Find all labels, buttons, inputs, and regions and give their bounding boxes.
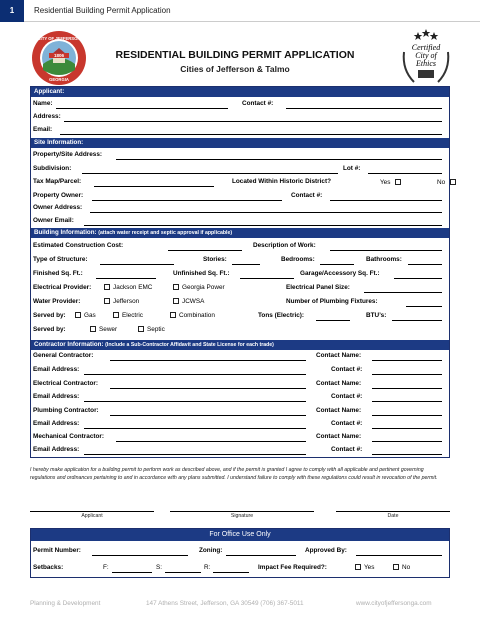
structure-type-field[interactable] [100, 264, 174, 265]
plumbing-contact-no-field[interactable] [372, 428, 442, 429]
structure-type-label: Type of Structure: [33, 256, 88, 263]
garage-sqft-label: Garage/Accessory Sq. Ft.: [300, 270, 380, 277]
description-label: Description of Work: [253, 242, 316, 249]
georgia-power-checkbox[interactable] [173, 284, 179, 290]
general-email-field[interactable] [84, 374, 306, 375]
plumbing-fixtures-field[interactable] [406, 306, 442, 307]
agreement-disclaimer: I hereby make application for a building permit to perform work as described above, and if the permit is granted I agree to comply with all applicable and pertinent governing regulations and ordinances pertaining to and in accordance with any plans submitted. I understand failure to comply with these regulations could result in revocation of the permit. [30, 467, 438, 481]
jefferson-water-option[interactable] [104, 298, 139, 306]
applicant-caption: Applicant [81, 513, 103, 519]
general-contact-name-label: Contact Name: [316, 352, 362, 359]
site-section-header [31, 138, 449, 148]
signature-caption: Signature [230, 513, 254, 519]
permit-number-label: Permit Number: [33, 547, 81, 554]
date-caption: Date [387, 513, 399, 519]
footer-department: Planning & Development [30, 600, 101, 607]
septic-option[interactable] [138, 326, 165, 334]
jackson-emc-label: Jackson EMC [113, 284, 153, 291]
building-section-header [31, 228, 449, 238]
lot-label: Lot #: [343, 165, 361, 172]
garage-sqft-field[interactable] [394, 278, 442, 279]
electric-checkbox[interactable] [113, 312, 119, 318]
subdivision-field[interactable] [82, 173, 338, 174]
zoning-label: Zoning: [199, 547, 223, 554]
historic-no-label: No [437, 179, 446, 186]
owner-address-field[interactable] [90, 212, 442, 213]
historic-yes-checkbox[interactable] [395, 179, 401, 185]
setback-r-label: R: [204, 564, 211, 571]
mechanical-contractor-label: Mechanical Contractor: [33, 433, 105, 440]
jefferson-water-checkbox[interactable] [104, 298, 110, 304]
building-header-note: (attach water receipt and septic approval if applicable) [98, 230, 233, 236]
electrical-contact-no-label: Contact #: [331, 393, 363, 400]
electric-option[interactable] [113, 312, 143, 320]
impact-fee-no-checkbox[interactable] [393, 564, 399, 570]
top-tab-bar [0, 0, 480, 22]
stories-label: Stories: [203, 256, 227, 263]
general-contact-no-field[interactable] [372, 374, 442, 375]
setback-f-field[interactable] [112, 572, 152, 573]
finished-sqft-field[interactable] [96, 278, 156, 279]
construction-cost-field[interactable] [168, 250, 242, 251]
date-line[interactable] [336, 511, 450, 512]
ethics-line-2: City of [415, 51, 437, 60]
panel-size-field[interactable] [364, 292, 442, 293]
electrical-contractor-field[interactable] [110, 388, 306, 389]
property-address-label: Property/Site Address: [33, 151, 103, 158]
plumbing-contractor-field[interactable] [110, 415, 306, 416]
gas-checkbox[interactable] [75, 312, 81, 318]
contractor-header-note: (Include a Sub-Contractor Affidavit and State License for each trade) [105, 342, 274, 348]
plumbing-contact-no-label: Contact #: [331, 420, 363, 427]
tax-map-field[interactable] [94, 186, 214, 187]
permit-number-field[interactable] [92, 555, 188, 556]
property-owner-field[interactable] [92, 200, 282, 201]
mechanical-contact-name-label: Contact Name: [316, 433, 362, 440]
impact-fee-label: Impact Fee Required?: [258, 564, 327, 571]
historic-yes-label: Yes [380, 179, 391, 186]
lot-field[interactable] [368, 173, 442, 174]
tab-title: Residential Building Permit Application [34, 6, 171, 15]
mechanical-contact-no-label: Contact #: [331, 446, 363, 453]
document-subtitle: Cities of Jefferson & Talmo [180, 64, 290, 74]
electrical-contact-no-field[interactable] [372, 401, 442, 402]
office-use-header: For Office Use Only [31, 529, 449, 541]
description-field[interactable] [330, 250, 442, 251]
footer-address: 147 Athens Street, Jefferson, GA 30549 (706) 367-5011 [146, 600, 304, 607]
jefferson-water-label: Jefferson [113, 298, 140, 305]
general-contact-no-label: Contact #: [331, 366, 363, 373]
bathrooms-field[interactable] [408, 264, 442, 265]
setback-r-field[interactable] [213, 572, 249, 573]
tons-electric-label: Tons (Electric): [258, 312, 305, 319]
electrical-provider-label: Electrical Provider: [33, 284, 92, 291]
owner-email-field[interactable] [84, 225, 442, 226]
septic-checkbox[interactable] [138, 326, 144, 332]
certified-city-of-ethics-badge [392, 24, 460, 92]
combination-option[interactable] [170, 312, 215, 320]
zoning-field[interactable] [226, 555, 296, 556]
plumbing-fixtures-label: Number of Plumbing Fixtures: [286, 298, 378, 305]
seal-bottom-text: GEORGIA [49, 77, 69, 82]
mechanical-email-field[interactable] [84, 454, 306, 455]
site-header-label: Site Information: [34, 139, 84, 146]
combination-label: Combination [179, 312, 215, 319]
electrical-contractor-label: Electrical Contractor: [33, 380, 98, 387]
served-by-sewer-label: Served by: [33, 326, 66, 333]
plumbing-contact-name-label: Contact Name: [316, 407, 362, 414]
served-by-label: Served by: [33, 312, 66, 319]
gas-option[interactable] [75, 312, 96, 320]
city-seal-logo [31, 30, 87, 86]
contractor-section-header [31, 340, 449, 350]
bedrooms-field[interactable] [320, 264, 354, 265]
page-number-badge: 1 [0, 0, 24, 22]
seal-year: 1806 [53, 53, 65, 58]
building-header-label: Building Information: [34, 229, 97, 236]
applicant-header-label: Applicant: [34, 88, 65, 95]
gas-label: Gas [84, 312, 96, 319]
subdivision-label: Subdivision: [33, 165, 72, 172]
combination-checkbox[interactable] [170, 312, 176, 318]
bathrooms-label: Bathrooms: [366, 256, 402, 263]
btus-label: BTU’s: [366, 312, 387, 319]
georgia-power-option[interactable] [173, 284, 225, 292]
applicant-name-label: Name: [33, 100, 53, 107]
owner-address-label: Owner Address: [33, 204, 83, 211]
plumbing-email-label: Email Address: [33, 420, 80, 427]
applicant-section-header [31, 87, 449, 97]
construction-cost-label: Estimated Construction Cost: [33, 242, 124, 249]
mechanical-contact-no-field[interactable] [372, 454, 442, 455]
applicant-email-label: Email: [33, 126, 53, 133]
ethics-line-3: Ethics [416, 59, 436, 68]
electrical-email-label: Email Address: [33, 393, 80, 400]
electric-label: Electric [122, 312, 143, 319]
sewer-label: Sewer [99, 326, 118, 333]
applicant-email-field[interactable] [60, 134, 442, 135]
ethics-line-1: Certified [411, 43, 441, 52]
panel-size-label: Electrical Panel Size: [286, 284, 350, 291]
general-contractor-field[interactable] [110, 360, 306, 361]
footer-website[interactable]: www.cityofjeffersonga.com [356, 600, 432, 607]
property-address-field[interactable] [116, 159, 442, 160]
unfinished-sqft-field[interactable] [240, 278, 294, 279]
signature-line[interactable] [170, 511, 314, 512]
impact-fee-yes-option[interactable] [355, 564, 374, 572]
setback-s-label: S: [156, 564, 163, 571]
applicant-contact-field[interactable] [286, 108, 442, 109]
historic-no-checkbox[interactable] [450, 179, 456, 185]
jackson-emc-option[interactable] [104, 284, 152, 292]
mechanical-contact-name-field[interactable] [372, 441, 442, 442]
mechanical-email-label: Email Address: [33, 446, 80, 453]
jackson-emc-checkbox[interactable] [104, 284, 110, 290]
plumbing-contact-name-field[interactable] [372, 415, 442, 416]
contractor-header-label: Contractor Information: [34, 341, 104, 348]
plumbing-email-field[interactable] [84, 428, 306, 429]
applicant-contact-label: Contact #: [242, 100, 274, 107]
owner-email-label: Owner Email: [33, 217, 74, 224]
jcwsa-label: JCWSA [182, 298, 205, 305]
btus-field[interactable] [392, 320, 442, 321]
impact-fee-no-option[interactable] [393, 564, 410, 572]
general-contractor-label: General Contractor: [33, 352, 94, 359]
applicant-name-field[interactable] [56, 108, 228, 109]
water-provider-label: Water Provider: [33, 298, 81, 305]
owner-contact-field[interactable] [330, 200, 442, 201]
jcwsa-checkbox[interactable] [173, 298, 179, 304]
sewer-checkbox[interactable] [90, 326, 96, 332]
tons-electric-field[interactable] [316, 320, 350, 321]
jcwsa-option[interactable] [173, 298, 204, 306]
impact-fee-yes-checkbox[interactable] [355, 564, 361, 570]
electrical-contact-name-label: Contact Name: [316, 380, 362, 387]
unfinished-sqft-label: Unfinished Sq. Ft.: [173, 270, 230, 277]
stories-field[interactable] [232, 264, 260, 265]
finished-sqft-label: Finished Sq. Ft.: [33, 270, 83, 277]
electrical-email-field[interactable] [84, 401, 306, 402]
tax-map-label: Tax Map/Parcel: [33, 178, 82, 185]
approved-by-label: Approved By: [305, 547, 347, 554]
plumbing-contractor-label: Plumbing Contractor: [33, 407, 99, 414]
mechanical-contractor-field[interactable] [116, 441, 306, 442]
sewer-option[interactable] [90, 326, 117, 334]
document-title: RESIDENTIAL BUILDING PERMIT APPLICATION [115, 49, 355, 61]
electrical-contact-name-field[interactable] [372, 388, 442, 389]
historic-no-option[interactable] [437, 179, 459, 187]
setback-s-field[interactable] [165, 572, 201, 573]
historic-district-label: Located Within Historic District? [232, 178, 332, 185]
bedrooms-label: Bedrooms: [281, 256, 315, 263]
historic-yes-option[interactable] [380, 179, 404, 187]
applicant-address-label: Address: [33, 113, 61, 120]
approved-by-field[interactable] [356, 555, 442, 556]
georgia-power-label: Georgia Power [182, 284, 225, 291]
general-contact-name-field[interactable] [372, 360, 442, 361]
impact-fee-yes-label: Yes [364, 564, 375, 571]
applicant-address-field[interactable] [64, 121, 442, 122]
seal-top-text: CITY OF JEFFERSON [37, 36, 81, 41]
owner-contact-label: Contact #: [291, 192, 323, 199]
septic-label: Septic [147, 326, 165, 333]
setbacks-label: Setbacks: [33, 564, 64, 571]
impact-fee-no-label: No [402, 564, 411, 571]
setback-f-label: F: [103, 564, 109, 571]
property-owner-label: Property Owner: [33, 192, 84, 199]
general-email-label: Email Address: [33, 366, 80, 373]
applicant-signature-line[interactable] [30, 511, 154, 512]
